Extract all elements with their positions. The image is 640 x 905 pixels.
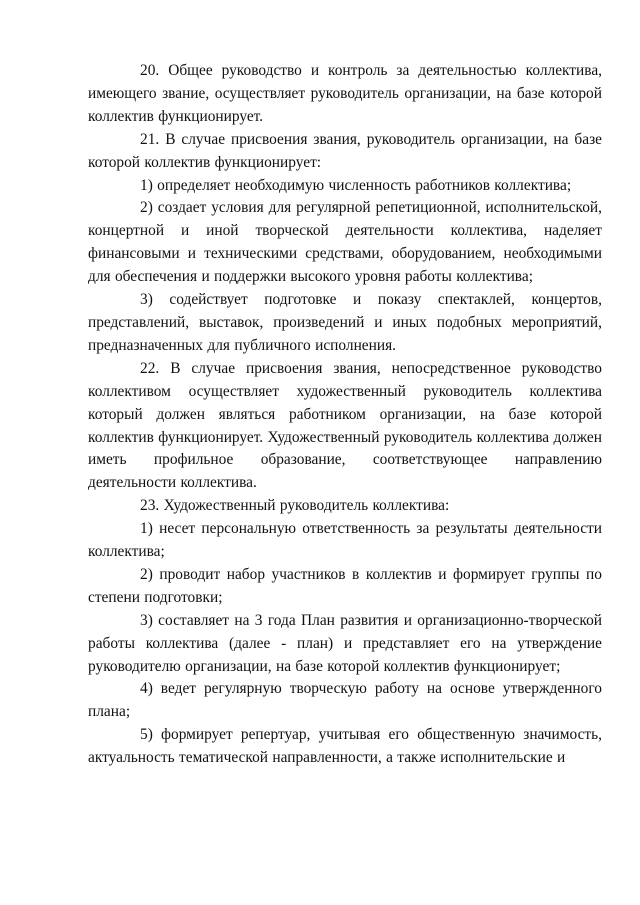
paragraph-23-item-5: 5) формирует репертуар, учитывая его общественную значимость, актуальность тематической направленности, а также исполнительские и [88, 726, 602, 767]
paragraph-21-item-3: 3) содействует подготовке и показу спектаклей, концертов, представлений, выставок, произведений и иных подобных мероприятий, предназначенных для публичного исполнения. [88, 291, 602, 354]
document-page [88, 60, 602, 770]
paragraph-21-item-2: 2) создает условия для регулярной репетиционной, исполнительской, концертной и иной творческой деятельности коллектива, наделяет финансовыми и техническими средствами, оборудованием, необходимыми для обеспечения и поддержки высокого уровня работы коллектива; [88, 199, 602, 286]
paragraph-23-item-3: 3) составляет на 3 года План развития и организационно-творческой работы коллектива (далее - план) и представляет его на утверждение руководителю организации, на базе которой коллектив функционирует; [88, 611, 602, 675]
paragraph-21-item-1: 1) определяет необходимую численность работников коллектива; [140, 176, 572, 194]
paragraph-23-item-2: 2) проводит набор участников в коллектив и формирует группы по степени подготовки; [88, 565, 602, 606]
paragraph-21: 21. В случае присвоения звания, руководитель организации, на базе которой коллектив функционирует: [88, 130, 602, 171]
paragraph-23-item-1: 1) несет персональную ответственность за результаты деятельности коллектива; [88, 520, 602, 561]
paragraph-20: 20. Общее руководство и контроль за деятельностью коллектива, имеющего звание, осуществляет руководитель организации, на базе которой коллектив функционирует. [88, 62, 602, 125]
paragraph-23: 23. Художественный руководитель коллектива: [140, 497, 450, 515]
paragraph-23-item-4: 4) ведет регулярную творческую работу на основе утвержденного плана; [88, 680, 602, 721]
paragraph-22: 22. В случае присвоения звания, непосредственное руководство коллективом осуществляет художественный руководитель коллектива который должен являться работником организации, на базе которой коллектив функционирует. Художественный руководитель коллектива должен иметь профильное образование, соответствующее направлению деятельности коллектива. [88, 359, 602, 492]
